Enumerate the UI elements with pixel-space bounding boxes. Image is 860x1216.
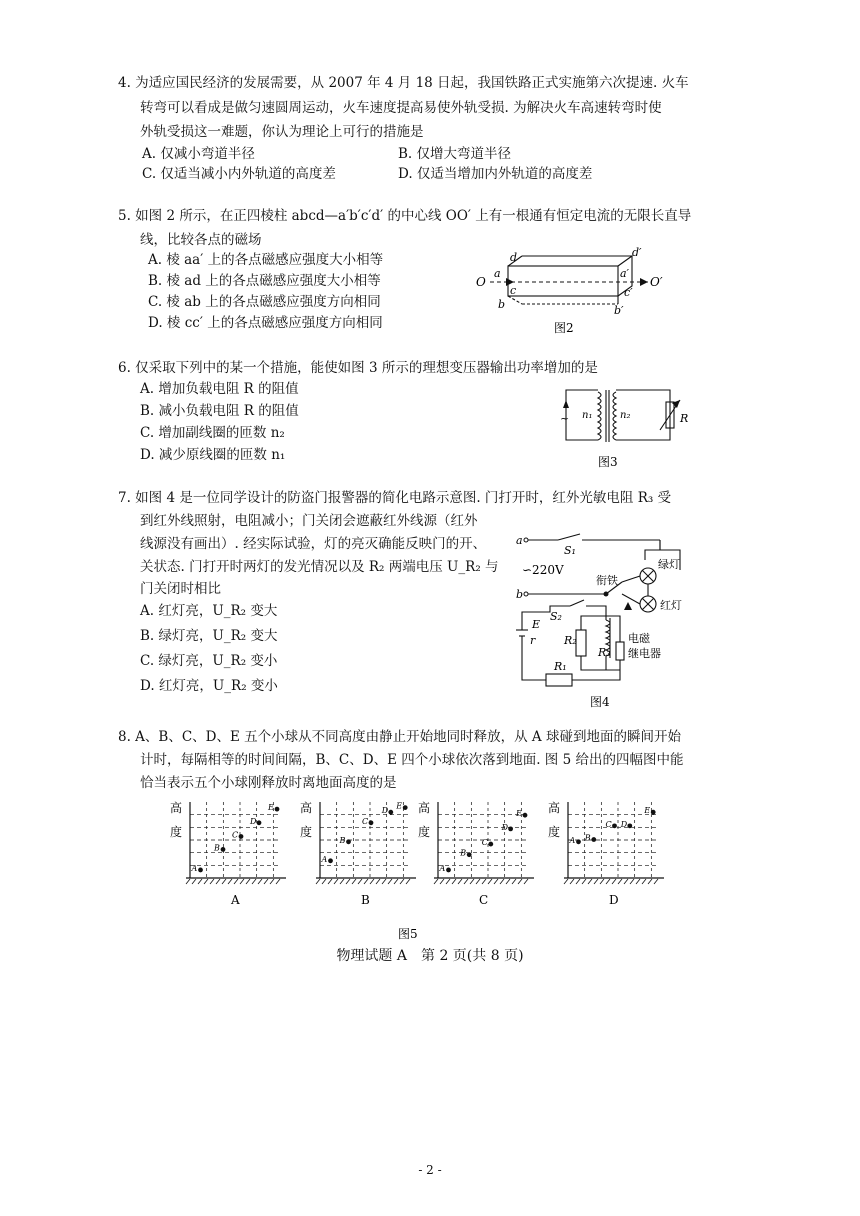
fig5-point-C bbox=[369, 820, 374, 825]
fig5-ground-hatch bbox=[198, 879, 202, 884]
fig5-ground-hatch bbox=[636, 879, 640, 884]
fig5-ground-hatch bbox=[394, 879, 398, 884]
q7-option-d: D. 红灯亮，U_R₂ 变小 bbox=[140, 678, 278, 694]
q4-option-a: A. 仅减小弯道半径 bbox=[142, 146, 255, 162]
figure-3-transformer bbox=[558, 384, 698, 474]
fig5-ground-hatch bbox=[452, 879, 456, 884]
fig5-ground-hatch bbox=[464, 879, 468, 884]
q6-option-b: B. 减小负载电阻 R 的阻值 bbox=[140, 403, 299, 419]
fig5-ground-hatch bbox=[618, 879, 622, 884]
fig5-ground-hatch bbox=[582, 879, 586, 884]
fig5-ground-hatch bbox=[524, 879, 528, 884]
fig5-ylabel-gao: 高 bbox=[300, 801, 313, 815]
fig3-label-n2: n₂ bbox=[620, 410, 631, 421]
fig5-point-label: D bbox=[250, 816, 257, 826]
fig5-point-label: B bbox=[339, 835, 346, 845]
fig5-point-label: D bbox=[501, 822, 509, 832]
q4-stem-line1: 4. 为适应国民经济的发展需要，从 2007 年 4 月 18 日起，我国铁路正式实施第六次提速. 火车 bbox=[118, 75, 689, 91]
fig4-label-S2: S₂ bbox=[550, 610, 562, 623]
fig5-ground-hatch bbox=[494, 879, 498, 884]
figure-4-alarm-circuit bbox=[510, 530, 710, 710]
q7-stem-line1: 7. 如图 4 是一位同学设计的防盗门报警器的简化电路示意图. 门打开时，红外光敏电阻 R₃ 受 bbox=[118, 490, 672, 506]
fig5-point-B bbox=[591, 837, 596, 842]
fig5-ground-hatch bbox=[376, 879, 380, 884]
fig5-ground-hatch bbox=[440, 879, 444, 884]
fig5-ground-hatch bbox=[334, 879, 338, 884]
fig5-ground-hatch bbox=[192, 879, 196, 884]
fig5-ground-hatch bbox=[270, 879, 274, 884]
fig5-point-C bbox=[488, 842, 493, 847]
fig2-label-b: b bbox=[498, 298, 506, 311]
fig5-point-A bbox=[328, 858, 333, 863]
page-number: - 2 - bbox=[418, 1163, 442, 1177]
fig5-ground-hatch bbox=[564, 879, 568, 884]
fig2-label-a-prime: a′ bbox=[620, 267, 630, 280]
fig5-ylabel-gao: 高 bbox=[418, 801, 431, 815]
q5-stem-line1: 5. 如图 2 所示，在正四棱柱 abcd—a′b′c′d′ 的中心线 OO′ 上有一根通有恒定电流的无限长直导 bbox=[118, 208, 692, 224]
fig5-ground-hatch bbox=[400, 879, 404, 884]
fig5-ground-hatch bbox=[358, 879, 362, 884]
fig5-ground-hatch bbox=[600, 879, 604, 884]
fig5-ground-hatch bbox=[470, 879, 474, 884]
q7-option-b: B. 绿灯亮，U_R₂ 变大 bbox=[140, 628, 278, 644]
fig5-ylabel-du: 度 bbox=[300, 825, 313, 839]
fig4-label-E: E bbox=[532, 618, 541, 631]
figure-3-caption: 图3 bbox=[598, 455, 618, 469]
fig4-label-r: r bbox=[530, 634, 536, 647]
fig4-label-R1: R₁ bbox=[554, 660, 567, 673]
fig3-ac-symbol: ~ bbox=[560, 412, 570, 425]
fig5-ground-hatch bbox=[506, 879, 510, 884]
fig5-ground-hatch bbox=[252, 879, 256, 884]
fig5-ground-hatch bbox=[210, 879, 214, 884]
fig5-ground-hatch bbox=[258, 879, 262, 884]
fig4-label-S1: S₁ bbox=[564, 544, 576, 557]
fig5-ground-hatch bbox=[234, 879, 238, 884]
q5-option-c: C. 棱 ab 上的各点磁感应强度方向相同 bbox=[148, 294, 381, 310]
fig3-label-n1: n₁ bbox=[582, 410, 593, 421]
fig5-point-label: B bbox=[214, 843, 220, 853]
fig5-ground-hatch bbox=[352, 879, 356, 884]
q6-option-a: A. 增加负载电阻 R 的阻值 bbox=[140, 381, 299, 397]
fig5-point-A bbox=[576, 839, 581, 844]
fig5-ground-hatch bbox=[316, 879, 320, 884]
fig5-ground-hatch bbox=[240, 879, 244, 884]
fig5-point-label: D bbox=[381, 806, 389, 816]
fig2-label-d-prime: d′ bbox=[632, 246, 642, 259]
fig4-label-R2: R₂ bbox=[564, 634, 577, 647]
fig5-ground-hatch bbox=[570, 879, 574, 884]
fig5-point-label: E bbox=[516, 809, 522, 819]
fig4-label-220v: ∽220V bbox=[522, 563, 564, 577]
fig5-point-label: A bbox=[439, 863, 446, 873]
fig5-ground-hatch bbox=[488, 879, 492, 884]
fig5-ground-hatch bbox=[458, 879, 462, 884]
fig5-panel-label-D: D bbox=[609, 893, 619, 907]
fig2-label-O: O bbox=[476, 275, 486, 289]
fig5-ground-hatch bbox=[606, 879, 610, 884]
fig5-ground-hatch bbox=[370, 879, 374, 884]
fig5-ground-hatch bbox=[264, 879, 268, 884]
fig5-ground-hatch bbox=[340, 879, 344, 884]
q5-option-b: B. 棱 ad 上的各点磁感应强度大小相等 bbox=[148, 273, 381, 289]
q6-option-c: C. 增加副线圈的匝数 n₂ bbox=[140, 425, 285, 441]
fig5-ground-hatch bbox=[186, 879, 190, 884]
fig5-point-E bbox=[403, 805, 408, 810]
q8-stem-line1: 8. A、B、C、D、E 五个小球从不同高度由静止开始地同时释放，从 A 球碰到地面的瞬间开始 bbox=[118, 729, 681, 745]
fig5-panel-label-A: A bbox=[231, 893, 240, 907]
fig5-ground-hatch bbox=[246, 879, 250, 884]
fig5-point-B bbox=[346, 839, 351, 844]
fig2-label-c: c bbox=[510, 284, 517, 297]
fig3-label-R: R bbox=[680, 412, 689, 425]
fig5-point-label: A bbox=[321, 854, 328, 864]
q4-stem-line3: 外轨受损这一难题，你认为理论上可行的措施是 bbox=[140, 124, 424, 140]
fig5-point-label: B bbox=[460, 848, 467, 858]
fig2-label-c-prime: c′ bbox=[624, 286, 633, 299]
fig5-ground-hatch bbox=[642, 879, 646, 884]
fig5-ground-hatch bbox=[648, 879, 652, 884]
q6-stem: 6. 仅采取下列中的某一个措施，能使如图 3 所示的理想变压器输出功率增加的是 bbox=[118, 360, 598, 376]
fig5-point-label: B bbox=[584, 833, 591, 843]
q7-stem-line4: 关状态. 门打开时两灯的发光情况以及 R₂ 两端电压 U_R₂ 与 bbox=[140, 559, 499, 575]
fig5-ground-hatch bbox=[654, 879, 658, 884]
fig5-point-label: A bbox=[191, 863, 198, 873]
fig5-ground-hatch bbox=[446, 879, 450, 884]
q7-option-c: C. 绿灯亮，U_R₂ 变小 bbox=[140, 653, 278, 669]
fig5-ground-hatch bbox=[630, 879, 634, 884]
fig4-label-armature: 衔铁 bbox=[596, 574, 618, 587]
fig5-point-label: D bbox=[620, 819, 628, 829]
fig5-point-C bbox=[239, 834, 244, 839]
fig5-ground-hatch bbox=[406, 879, 410, 884]
fig5-ylabel-du: 度 bbox=[548, 825, 561, 839]
fig5-point-E bbox=[275, 807, 280, 812]
fig5-ground-hatch bbox=[276, 879, 280, 884]
fig4-label-relay-line1: 电磁 bbox=[628, 632, 650, 645]
fig5-ground-hatch bbox=[204, 879, 208, 884]
fig5-ground-hatch bbox=[328, 879, 332, 884]
figure-4-caption: 图4 bbox=[590, 695, 610, 709]
figure-5-caption: 图5 bbox=[398, 927, 418, 941]
fig5-point-label: C bbox=[605, 819, 612, 829]
q4-option-d: D. 仅适当增加内外轨道的高度差 bbox=[398, 166, 593, 182]
fig4-label-R3: R₃ bbox=[598, 646, 611, 659]
figure-5-height-panels bbox=[150, 794, 670, 944]
fig5-point-B bbox=[467, 852, 472, 857]
fig4-label-relay-line2: 继电器 bbox=[628, 647, 661, 660]
fig5-ground-hatch bbox=[594, 879, 598, 884]
fig2-label-b-prime: b′ bbox=[614, 304, 624, 317]
q5-stem-line2: 线，比较各点的磁场 bbox=[140, 232, 262, 248]
fig5-point-label: C bbox=[481, 838, 488, 848]
fig5-ground-hatch bbox=[434, 879, 438, 884]
fig5-ground-hatch bbox=[588, 879, 592, 884]
fig5-point-D bbox=[388, 810, 393, 815]
figure-2-prism bbox=[468, 244, 698, 344]
fig5-point-E bbox=[651, 810, 656, 815]
q6-option-d: D. 减少原线圈的匝数 n₁ bbox=[140, 447, 286, 463]
q4-option-b: B. 仅增大弯道半径 bbox=[398, 146, 512, 162]
fig5-point-E bbox=[523, 813, 528, 818]
q8-stem-line2: 计时，每隔相等的时间间隔，B、C、D、E 四个小球依次落到地面. 图 5 给出的四幅图中能 bbox=[140, 752, 684, 768]
fig5-ground-hatch bbox=[476, 879, 480, 884]
fig5-point-D bbox=[627, 823, 632, 828]
fig5-panel-label-C: C bbox=[479, 893, 489, 907]
q7-stem-line2: 到红外线照射，电阻减小；门关闭会遮蔽红外线源（红外 bbox=[140, 513, 478, 529]
fig5-ground-hatch bbox=[624, 879, 628, 884]
fig5-ground-hatch bbox=[382, 879, 386, 884]
fig5-ylabel-gao: 高 bbox=[170, 801, 183, 815]
fig5-point-C bbox=[612, 823, 617, 828]
fig5-point-D bbox=[257, 820, 262, 825]
fig5-ground-hatch bbox=[322, 879, 326, 884]
fig2-label-O-prime: O′ bbox=[650, 275, 663, 289]
fig4-label-b: b bbox=[516, 588, 524, 601]
fig5-point-label: A bbox=[569, 835, 576, 845]
fig5-point-label: C bbox=[362, 816, 369, 826]
fig5-ground-hatch bbox=[346, 879, 350, 884]
fig5-point-label: E bbox=[268, 803, 274, 813]
q5-option-d: D. 棱 cc′ 上的各点磁感应强度方向相同 bbox=[148, 315, 383, 331]
fig5-ground-hatch bbox=[612, 879, 616, 884]
fig5-point-B bbox=[221, 847, 226, 852]
fig5-point-label: E bbox=[644, 806, 651, 816]
q4-stem-line2: 转弯可以看成是做匀速圆周运动，火车速度提高易使外轨受损. 为解决火车高速转弯时使 bbox=[140, 100, 662, 116]
fig5-point-D bbox=[508, 826, 513, 831]
fig5-ylabel-du: 度 bbox=[170, 825, 183, 839]
fig5-point-A bbox=[446, 868, 451, 873]
figure-2-caption: 图2 bbox=[554, 321, 574, 335]
q7-stem-line5: 门关闭时相比 bbox=[140, 581, 221, 597]
page-footer: 物理试题 A 第 2 页(共 8 页) bbox=[336, 948, 524, 964]
fig5-ground-hatch bbox=[518, 879, 522, 884]
fig5-point-A bbox=[198, 868, 203, 873]
fig5-ylabel-gao: 高 bbox=[548, 801, 561, 815]
q4-option-c: C. 仅适当减小内外轨道的高度差 bbox=[142, 166, 336, 182]
fig5-panel-label-B: B bbox=[361, 893, 370, 907]
q5-option-a: A. 棱 aa′ 上的各点磁感应强度大小相等 bbox=[148, 252, 384, 268]
fig5-ground-hatch bbox=[576, 879, 580, 884]
fig5-ground-hatch bbox=[482, 879, 486, 884]
fig5-ground-hatch bbox=[228, 879, 232, 884]
fig5-ground-hatch bbox=[364, 879, 368, 884]
fig2-label-a: a bbox=[494, 267, 501, 280]
fig2-label-d: d bbox=[510, 251, 518, 264]
q7-stem-line3: 线源没有画出）. 经实际试验，灯的亮灭确能反映门的开、 bbox=[140, 536, 487, 552]
q7-option-a: A. 红灯亮，U_R₂ 变大 bbox=[140, 603, 278, 619]
fig5-point-label: E bbox=[396, 801, 403, 811]
fig5-ground-hatch bbox=[216, 879, 220, 884]
fig5-ground-hatch bbox=[388, 879, 392, 884]
fig5-ylabel-du: 度 bbox=[418, 825, 431, 839]
fig5-point-label: C bbox=[232, 830, 239, 840]
fig4-label-red-lamp: 红灯 bbox=[660, 599, 682, 612]
fig4-label-a: a bbox=[516, 534, 523, 547]
q8-stem-line3: 恰当表示五个小球刚释放时离地面高度的是 bbox=[140, 775, 397, 791]
fig5-ground-hatch bbox=[500, 879, 504, 884]
fig5-ground-hatch bbox=[512, 879, 516, 884]
fig5-ground-hatch bbox=[222, 879, 226, 884]
fig4-label-green-lamp: 绿灯 bbox=[658, 558, 680, 571]
